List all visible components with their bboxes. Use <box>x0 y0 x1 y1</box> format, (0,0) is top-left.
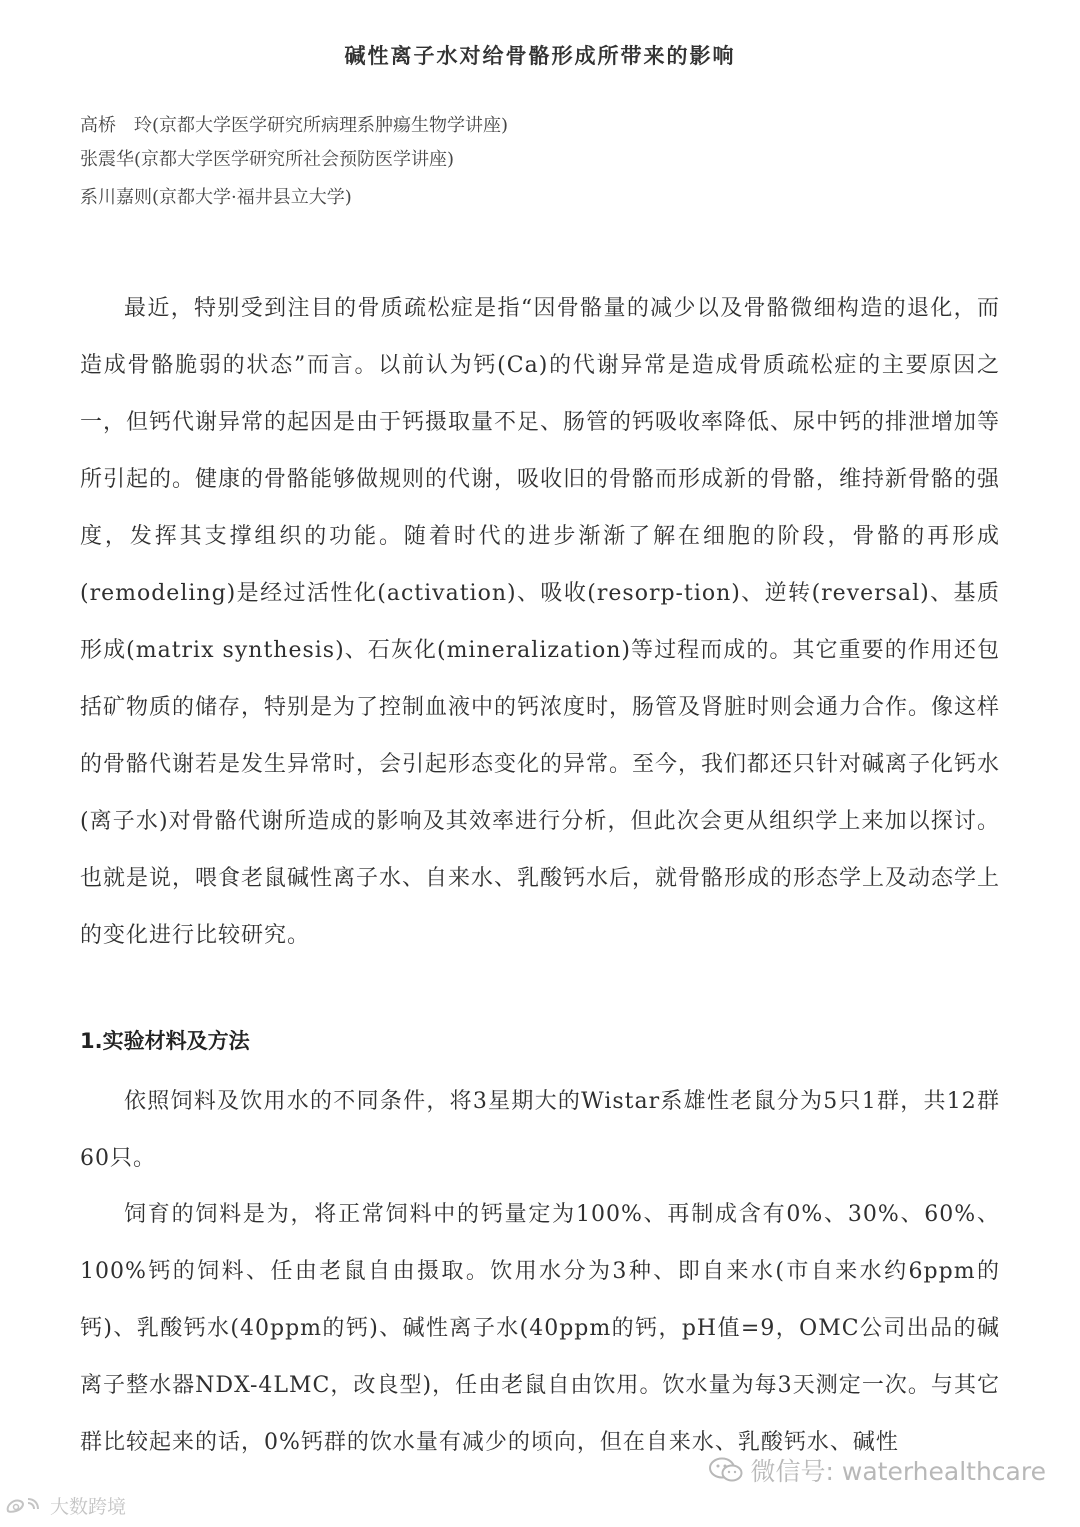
corner-logo-text: 大数跨境 <box>50 1496 127 1518</box>
weibo-icon <box>4 1495 44 1517</box>
wechat-watermark <box>709 1452 1046 1488</box>
section-heading: 1.实验材料及方法 <box>80 1029 250 1053</box>
section-paragraph: 饲育的饲料是为，将正常饲料中的钙量定为100%、再制成含有0%、30%、60%、100%钙的饲料、任由老鼠自由摄取。饮用水分为3种、即自来水(市自来水约6ppm的钙)、乳酸钙水(40ppm的钙)、碱性离子水(40ppm的钙，pH值=9，OMC公司出品的碱离子整水器NDX-4LMC，改良型)，任由老鼠自由饮用。饮水量为每3天测定一次。与其它群比较起来的话，0%钙群的饮水量有减少的顷向，但在自来水、乳酸钙水、碱性 <box>80 1202 1000 1455</box>
wechat-icon <box>709 1457 743 1483</box>
author-list <box>80 112 1000 218</box>
watermark-text: 微信号: waterhealthcare <box>750 1457 1046 1486</box>
author-line: 高桥 玲(京都大学医学研究所病理系肿瘍生物学讲座) <box>80 115 509 136</box>
section-paragraph: 依照饲料及饮用水的不同条件，将3星期大的Wistar系雄性老鼠分为5只1群，共12群60只。 <box>80 1089 1000 1171</box>
corner-logo <box>4 1492 126 1519</box>
author-line: 张震华(京都大学医学研究所社会预防医学讲座) <box>80 149 455 170</box>
document-title: 碱性离子水对给骨骼形成所带来的影响 <box>344 43 736 68</box>
intro-paragraph: 最近，特别受到注目的骨质疏松症是指“因骨骼量的减少以及骨骼微细构造的退化，而造成骨骼脆弱的状态”而言。以前认为钙(Ca)的代谢异常是造成骨质疏松症的主要原因之一，但钙代谢异常的起因是由于钙摄取量不足、肠管的钙吸收率降低、尿中钙的排泄增加等所引起的。健康的骨骼能够做规则的代谢，吸收旧的骨骼而形成新的骨骼，维持新骨骼的强度，发挥其支撑组织的功能。随着时代的进步渐渐了解在细胞的阶段，骨骼的再形成(remodeling)是经过活性化(activation)、吸收(resorp-tion)、逆转(reversal)、基质形成(matrix synthesis)、石灰化(mineralization)等过程而成的。其它重要的作用还包括矿物质的储存，特别是为了控制血液中的钙浓度时，肠管及肾脏时则会通力合作。像这样的骨骼代谢若是发生异常时，会引起形态变化的异常。至今，我们都还只针对碱离子化钙水(离子水)对骨骼代谢所造成的影响及其效率进行分析，但此次会更从组织学上来加以探讨。也就是说，喂食老鼠碱性离子水、自来水、乳酸钙水后，就骨骼形成的形态学上及动态学上的变化进行比较研究。 <box>80 296 1001 948</box>
author-line: 系川嘉则(京都大学·福井县立大学) <box>80 187 352 208</box>
